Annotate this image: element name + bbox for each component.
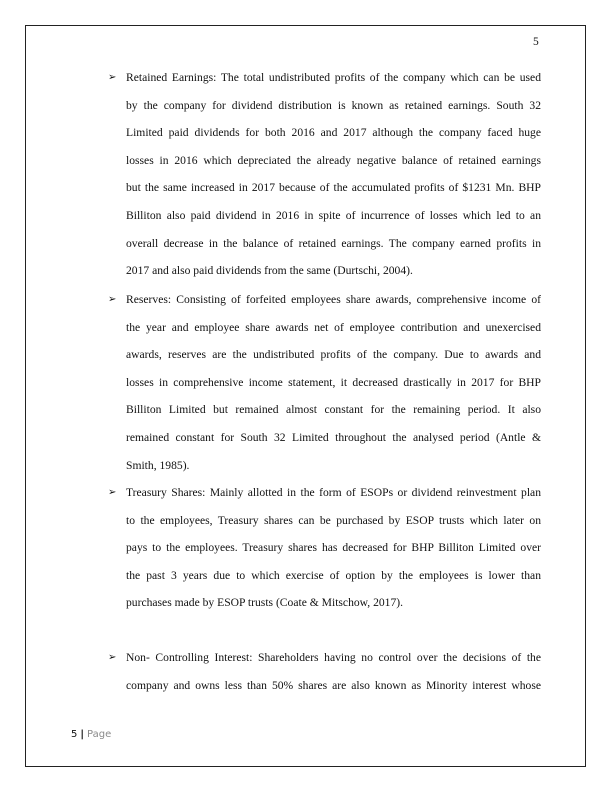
text-line: Retained Earnings: The total undistributed profits of the company which can be used (126, 71, 541, 84)
text-line: losses in comprehensive income statement, it decreased drastically in 2017 for BHP (126, 375, 541, 389)
text-line: the year and employee share awards net of employee contribution and unexercised (126, 320, 541, 334)
page-footer (71, 729, 111, 740)
paragraph-retained-earnings (108, 64, 541, 285)
text-line: company and owns less than 50% shares are also known as Minority interest whose (126, 678, 541, 692)
text-line: remained constant for South 32 Limited throughout the analysed period (Antle & (126, 430, 541, 444)
footer-page-number: 5 (71, 729, 78, 740)
text-line: awards, reserves are the undistributed profits of the company. Due to awards and (126, 348, 541, 362)
paragraph-treasury-shares (108, 479, 541, 617)
text-line: 2017 and also paid dividends from the same (Durtschi, 2004). (126, 264, 413, 278)
text-line: Billiton also paid dividend in 2016 in spite of incurrence of losses which led to an (126, 208, 541, 222)
text-line: overall decrease in the balance of retained earnings. The company earned profits in (126, 236, 541, 250)
text-line: Treasury Shares: Mainly allotted in the form of ESOPs or dividend reinvestment plan (126, 486, 541, 499)
arrow-bullet-icon: ➢ (108, 72, 117, 83)
paragraph-non-controlling-interest (108, 644, 541, 699)
text-line: Non- Controlling Interest: Shareholders having no control over the decisions of the (126, 651, 541, 664)
text-line: pays to the employees. Treasury shares has decreased for BHP Billiton Limited over (126, 541, 541, 555)
text-line: to the employees, Treasury shares can be purchased by ESOP trusts which later on (126, 513, 541, 527)
text-line: Limited paid dividends for both 2016 and 2017 although the company faced huge (126, 126, 541, 140)
text-line: by the company for dividend distribution is known as retained earnings. South 32 (126, 98, 541, 112)
text-line: losses in 2016 which depreciated the already negative balance of retained earnings (126, 153, 541, 167)
text-line: the past 3 years due to which exercise of option by the employees is lower than (126, 568, 541, 582)
text-line: Reserves: Consisting of forfeited employees share awards, comprehensive income of (126, 293, 541, 306)
header-page-number: 5 (533, 36, 539, 48)
text-line: but the same increased in 2017 because of the accumulated profits of $1231 Mn. BHP (126, 181, 541, 195)
arrow-bullet-icon: ➢ (108, 487, 117, 498)
footer-page-label: Page (87, 729, 112, 740)
footer-separator: | (80, 729, 85, 740)
text-line: Smith, 1985). (126, 458, 190, 472)
arrow-bullet-icon: ➢ (108, 294, 117, 305)
paragraph-reserves (108, 286, 541, 479)
text-line: purchases made by ESOP trusts (Coate & Mitschow, 2017). (126, 596, 404, 610)
text-line: Billiton Limited but remained almost constant for the remaining period. It also (126, 403, 541, 417)
arrow-bullet-icon: ➢ (108, 652, 117, 663)
